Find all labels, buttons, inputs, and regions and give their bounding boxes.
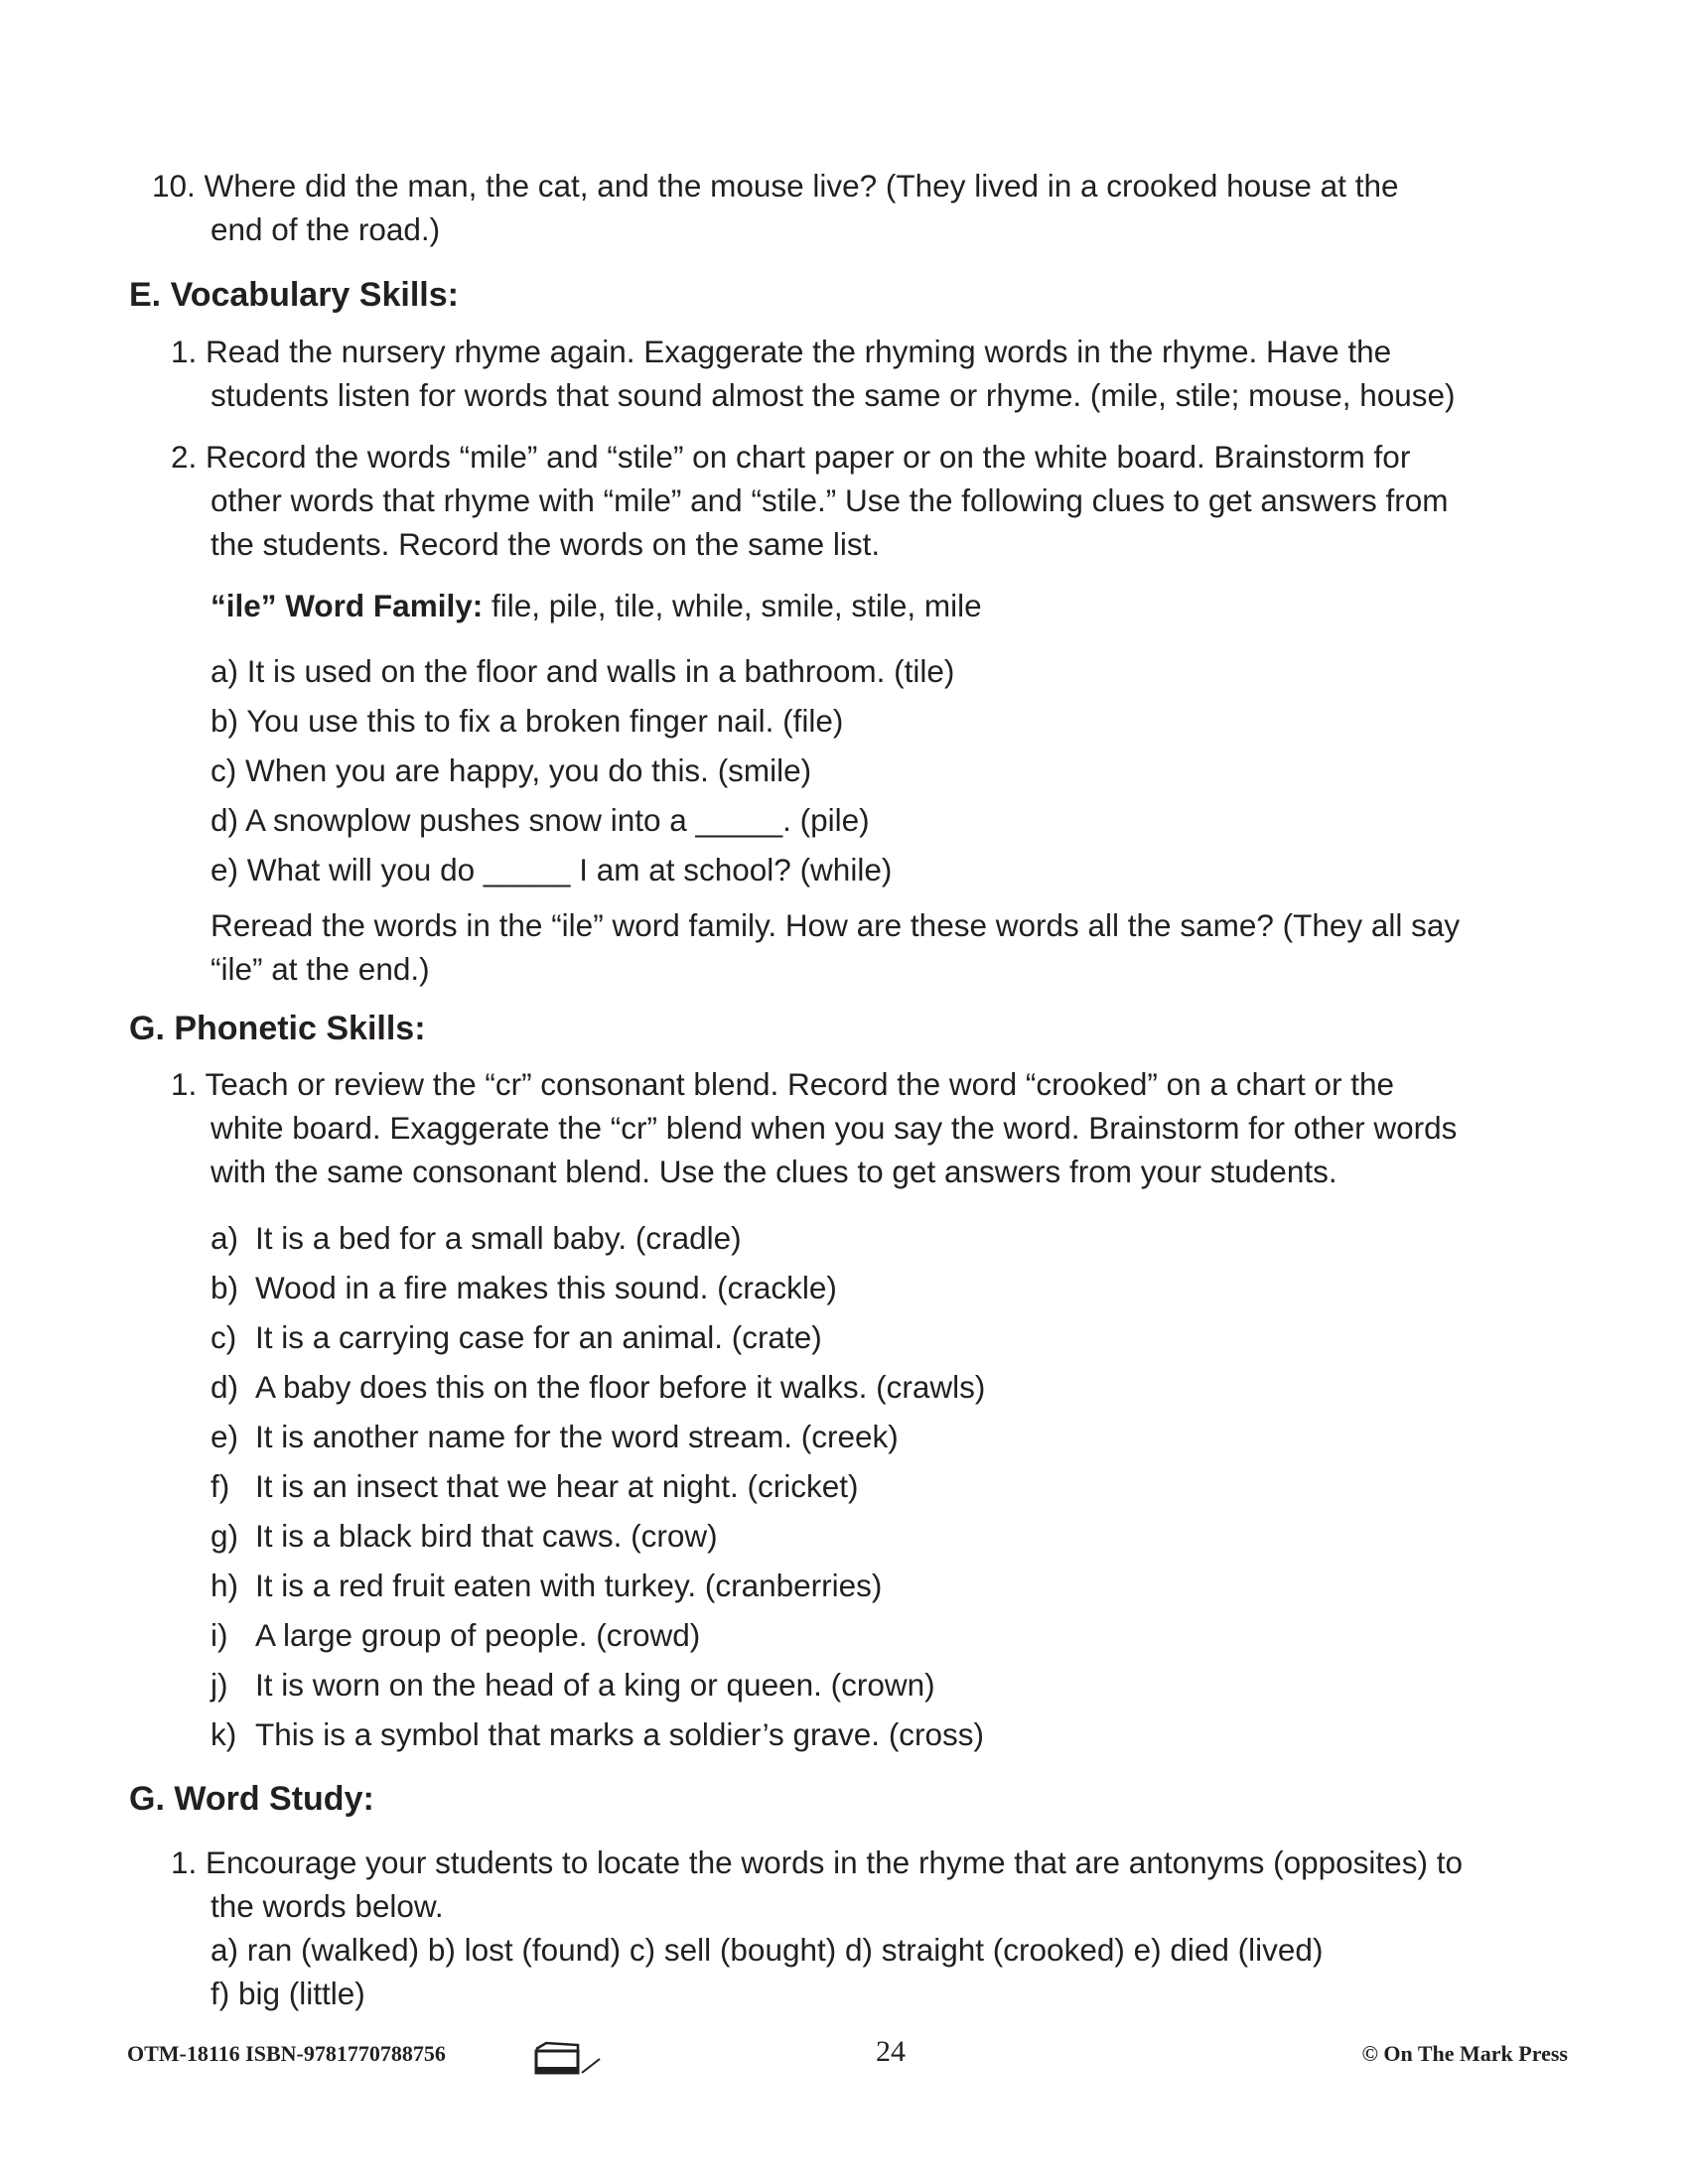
clue-text: It is a black bird that caws. (crow) (255, 1518, 718, 1554)
phonetic-clue-c (211, 1317, 822, 1357)
page-number: 24 (876, 2035, 906, 2068)
vocab-clue-b: b) You use this to fix a broken finger nail. (file) (211, 703, 844, 739)
clue-label: i) (211, 1617, 228, 1653)
phonetic-item-1-line-1: 1. Teach or review the “cr” consonant blend. Record the word “crooked” on a chart or the (171, 1066, 1395, 1102)
clue-text: It is a bed for a small baby. (cradle) (255, 1220, 742, 1256)
clue-text: A large group of people. (crowd) (255, 1617, 701, 1653)
clue-label: h) (211, 1568, 239, 1603)
vocab-clue-a: a) It is used on the floor and walls in a bathroom. (tile) (211, 653, 955, 689)
word-study-item-1-line-2: the words below. (211, 1888, 444, 1924)
vocab-item-1-line-1: 1. Read the nursery rhyme again. Exaggerate the rhyming words in the rhyme. Have the (171, 334, 1392, 369)
phonetic-skills-heading: G. Phonetic Skills: (129, 1010, 426, 1047)
word-family-words: file, pile, tile, while, smile, stile, mile (483, 588, 982, 623)
clue-label: a) (211, 1220, 239, 1256)
word-study-answers-line: a) ran (walked) b) lost (found) c) sell (bought) d) straight (crooked) e) died (lived) (211, 1932, 1324, 1968)
phonetic-item-1-line-2: white board. Exaggerate the “cr” blend when you say the word. Brainstorm for other words (211, 1110, 1458, 1146)
clue-label: j) (211, 1667, 228, 1703)
footer-isbn: OTM-18116 ISBN-9781770788756 (127, 2041, 446, 2066)
phonetic-clue-g (211, 1516, 718, 1556)
clue-label: b) (211, 1270, 239, 1305)
vocabulary-skills-heading: E. Vocabulary Skills: (129, 276, 459, 314)
clue-text: Wood in a fire makes this sound. (crackle) (255, 1270, 837, 1305)
vocab-clue-d: d) A snowplow pushes snow into a _____. (pile) (211, 802, 870, 838)
phonetic-clue-f (211, 1466, 859, 1506)
phonetic-clue-k (211, 1714, 984, 1754)
clue-label: f) (211, 1468, 230, 1504)
clue-text: It is a red fruit eaten with turkey. (cranberries) (255, 1568, 883, 1603)
phonetic-clue-e (211, 1417, 899, 1456)
question-10-line-1: 10. Where did the man, the cat, and the mouse live? (They lived in a crooked house at the (152, 168, 1399, 204)
reread-line-2: “ile” at the end.) (211, 951, 430, 987)
vocab-item-2-line-3: the students. Record the words on the same list. (211, 526, 881, 562)
clue-text: It is another name for the word stream. (creek) (255, 1419, 899, 1454)
clue-label: d) (211, 1369, 239, 1405)
phonetic-clue-h (211, 1566, 882, 1605)
reread-line-1: Reread the words in the “ile” word family. How are these words all the same? (They all say (211, 907, 1461, 943)
clue-text: A baby does this on the floor before it walks. (crawls) (255, 1369, 986, 1405)
clue-text: It is worn on the head of a king or queen. (crown) (255, 1667, 935, 1703)
clue-label: k) (211, 1716, 237, 1752)
phonetic-clue-b (211, 1268, 837, 1307)
clue-text: This is a symbol that marks a soldier’s grave. (cross) (255, 1716, 985, 1752)
word-study-answers-line-2: f) big (little) (211, 1976, 365, 2011)
phonetic-clue-i (211, 1615, 700, 1655)
clue-label: c) (211, 1319, 237, 1355)
vocab-item-1-line-2: students listen for words that sound almost the same or rhyme. (mile, stile; mouse, house) (211, 377, 1456, 413)
question-10-line-2: end of the road.) (211, 211, 441, 247)
ile-word-family (211, 586, 982, 625)
phonetic-clue-d (211, 1367, 985, 1407)
phonetic-item-1-line-3: with the same consonant blend. Use the clues to get answers from your students. (211, 1154, 1337, 1189)
phonetic-clue-a (211, 1218, 742, 1258)
vocab-clue-c: c) When you are happy, you do this. (smile) (211, 752, 812, 788)
clue-label: g) (211, 1518, 239, 1554)
word-study-item-1-line-1: 1. Encourage your students to locate the words in the rhyme that are antonyms (opposites) to (171, 1844, 1463, 1880)
word-study-heading: G. Word Study: (129, 1780, 374, 1818)
footer-copyright: © On The Mark Press (1361, 2041, 1568, 2066)
clue-text: It is an insect that we hear at night. (cricket) (255, 1468, 859, 1504)
phonetic-clue-j (211, 1665, 935, 1705)
word-family-label: “ile” Word Family: (211, 588, 484, 623)
vocab-clue-e: e) What will you do _____ I am at school? (while) (211, 852, 893, 887)
clue-label: e) (211, 1419, 239, 1454)
clue-text: It is a carrying case for an animal. (crate) (255, 1319, 822, 1355)
book-logo-icon (532, 2039, 604, 2079)
vocab-item-2-line-1: 2. Record the words “mile” and “stile” on chart paper or on the white board. Brainstorm for (171, 439, 1411, 475)
vocab-item-2-line-2: other words that rhyme with “mile” and “stile.” Use the following clues to get answers from (211, 482, 1449, 518)
